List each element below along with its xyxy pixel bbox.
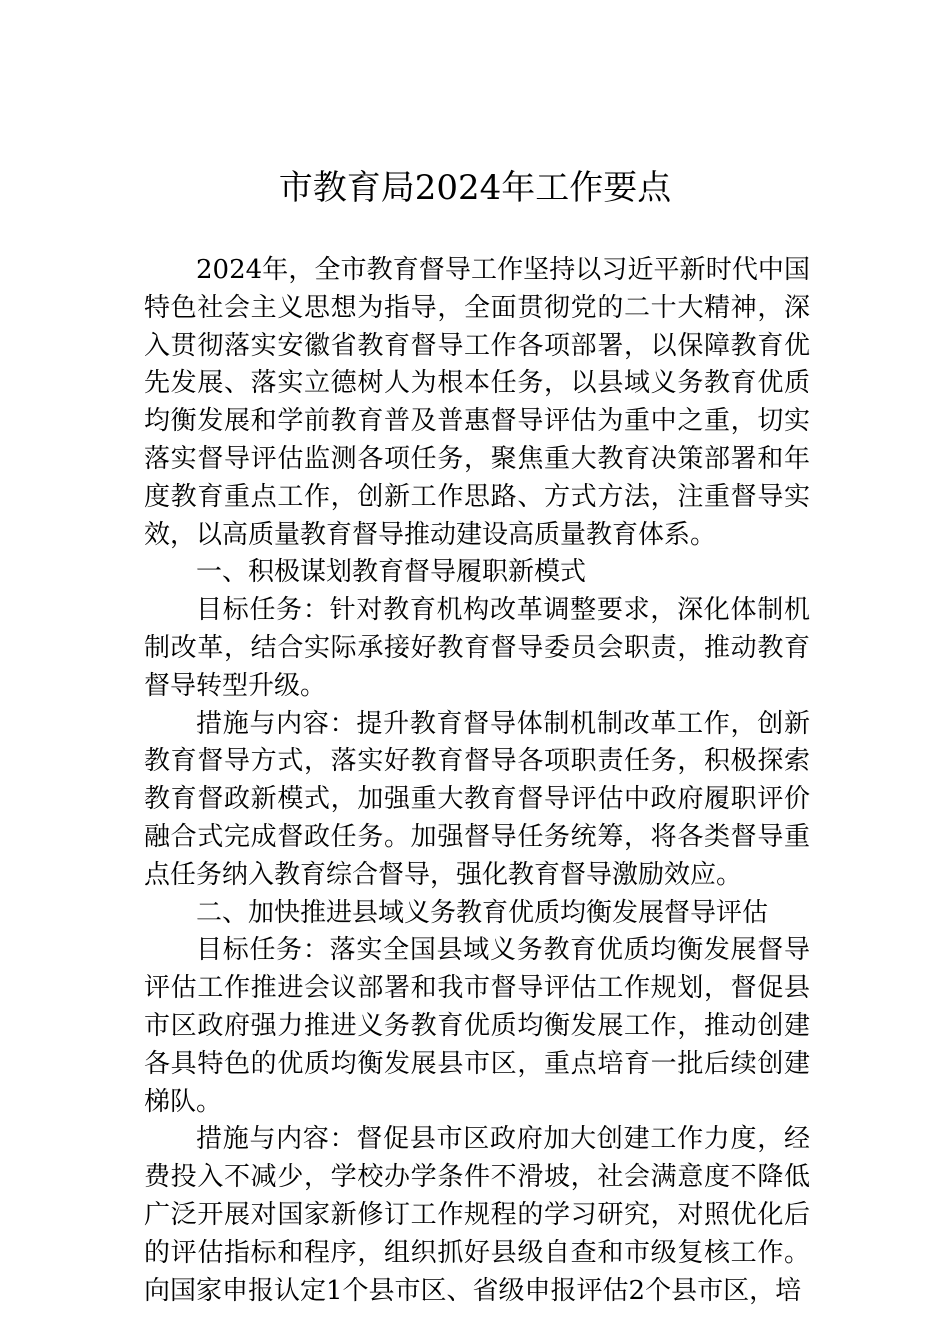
paragraph-goal-2: 目标任务：落实全国县域义务教育优质均衡发展督导评估工作推进会议部署和我市督导评估工作规划，督促县市区政府强力推进义务教育优质均衡发展工作，推动创建各具特色的优质均衡发展县市区，重点培育一批后续创建梯队。: [144, 935, 810, 1117]
document-body: [144, 252, 810, 1310]
paragraph-intro: 2024年，全市教育督导工作坚持以习近平新时代中国特色社会主义思想为指导，全面贯彻党的二十大精神，深入贯彻落实安徽省教育督导工作各项部署，以保障教育优先发展、落实立德树人为根本任务，以县域义务教育优质均衡发展和学前教育普及普惠督导评估为重中之重，切实落实督导评估监测各项任务，聚焦重大教育决策部署和年度教育重点工作，创新工作思路、方式方法，注重督导实效，以高质量教育督导推动建设高质量教育体系。: [144, 255, 810, 550]
paragraph-measures-1: 措施与内容：提升教育督导体制机制改革工作，创新教育督导方式，落实好教育督导各项职责任务，积极探索教育督政新模式，加强重大教育督导评估中政府履职评价融合式完成督政任务。加强督导任务统筹，将各类督导重点任务纳入教育综合督导，强化教育督导激励效应。: [144, 708, 810, 890]
document-title: 市教育局2024年工作要点: [278, 168, 672, 208]
paragraph-measures-2: 措施与内容：督促县市区政府加大创建工作力度，经费投入不减少，学校办学条件不滑坡，社会满意度不降低广泛开展对国家新修订工作规程的学习研究，对照优化后的评估指标和程序，组织抓好县级自查和市级复核工作。向国家申报认定1个县市区、省级申报评估2个县市区，培: [144, 1124, 810, 1306]
section-heading-1: 一、积极谋划教育督导履职新模式: [196, 557, 587, 588]
section-heading-2: 二、加快推进县域义务教育优质均衡发展督导评估: [196, 897, 769, 928]
paragraph-goal-1: 目标任务：针对教育机构改革调整要求，深化体制机制改革，结合实际承接好教育督导委员会职责，推动教育督导转型升级。: [144, 595, 810, 701]
